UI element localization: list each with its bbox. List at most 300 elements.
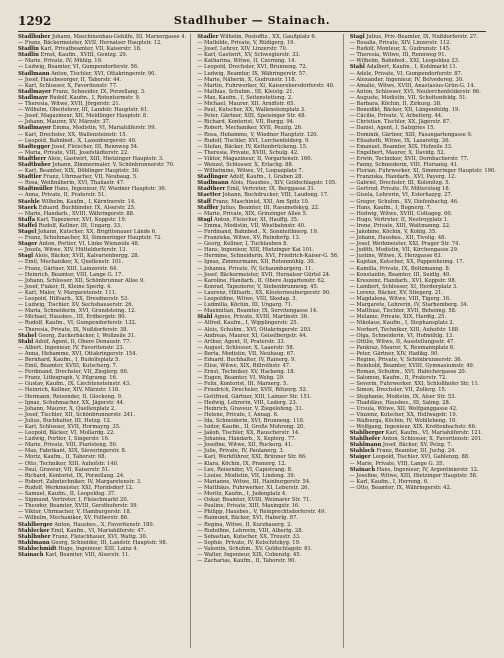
entry-details: — Ernst, Techniker, XV, Hackeng. 18. xyxy=(197,369,296,376)
entry-details: — Theresia, Private, XVIII, Schulg. 42. xyxy=(197,149,299,156)
entry-details: — Stephanie, Modistin, IX, Alser Str. 53. xyxy=(349,393,457,400)
entry-details: — Ferdinand, Bahnbed., X, Sonnleithnerg. 19. xyxy=(197,229,319,235)
entry-surname: Staerk xyxy=(18,204,38,211)
entry-details: — Karl, Schlosser, X, Favoritenstr. 77. xyxy=(18,82,118,89)
entry-details: — Marie, Handarb., XVIII, Währingerstr. 88. xyxy=(18,210,135,217)
entry-details: — Irene, Private, XIII, Wattmanng. 22. xyxy=(349,222,451,229)
entry-details: — Josefine, Witwe, XII, Ruckerg. 41. xyxy=(197,442,293,449)
entry-surname: Stainach xyxy=(18,551,44,558)
entry-surname: Stahl xyxy=(197,314,213,321)
entry-details: — Martin, Fuhrwerker, XI, Kaiserebersdorferstr. 40. xyxy=(197,82,335,89)
entry-details: Franz, Uhrmacher, VII, Neubaug. 5. xyxy=(41,174,138,181)
entry-details: — Konstantin, Beamter, III, Seidlg. 40. xyxy=(349,271,452,278)
entry-details: — Robert, Mechaniker, XVII, Pezzlg. 26. xyxy=(197,125,303,132)
entry-details: — Theresia, Private, IX, Nußdorferstr. 38. xyxy=(18,326,129,333)
entry-details: — Helene, Private, I, Annag. 6. xyxy=(197,411,279,418)
entry-surname: Stagl xyxy=(349,34,365,40)
entry-details: — Peter, Gärtner, XIII, Speisinger Str. 48. xyxy=(197,113,307,120)
entry-details: — Kreszenz, Handarb., XVI, Koppstr. 98. xyxy=(349,277,457,284)
entry-surname: Staffel xyxy=(18,222,38,229)
entry-surname: Stadtherr xyxy=(197,186,226,193)
entry-details: — Lorenz, Bäcker, XV, Stiegerg. 21. xyxy=(349,289,444,296)
entry-surname: Stadtegger xyxy=(18,143,51,150)
entry-details: — Hugo, Vertreter, II, Nestroyplatz 1. xyxy=(349,216,449,223)
entry-details: — Paul, Graveur, VII, Kaiserstr. 51. xyxy=(18,466,110,473)
entry-details: — Christian, Tischler, XX, Jägerstr. 87. xyxy=(349,119,451,126)
entry-details: — Viktor, Magazineur, II, Vorgartenstr. 160. xyxy=(197,155,313,162)
entry-details: — Karl, Maler, V, Margaretenstr. 111. xyxy=(18,289,117,296)
entry-details: — Philipp, Hausbes., V, Reinprechtsdorferstr. 49. xyxy=(197,509,326,516)
entry-surname: Stadlmayer xyxy=(18,125,51,132)
entry-details: — Matthias, Tischler, XVII, Beheimg. 58. xyxy=(349,308,457,315)
entry-details: — Rosa, Hebamme, V, Wiedner Hauptstr. 120. xyxy=(197,131,319,138)
directory-entry xyxy=(18,552,186,558)
entry-details: — Gottfried, Gärtner, XIII, Lainzer Str. 151. xyxy=(197,393,312,400)
entry-details: — Norbert, Techniker, XIII, Auhofstr. 188. xyxy=(349,326,460,333)
entry-details: Johann, Kutscher, XX, Brigittenauer Lände 6. xyxy=(36,229,157,235)
entry-details: — Rosalia, Private, XIV, Linzerstr. 112. xyxy=(349,40,452,47)
entry-details: — Sigmund, Vertreter, I, Fleischmarkt 20. xyxy=(18,497,129,504)
entry-details: — Andreas, Maurer, XI, Geiselbergstr. 44. xyxy=(197,332,308,339)
entry-surname: Stadtmüller xyxy=(18,186,53,193)
entry-details: Anton, Fleischer, XI, Hauffg. 35. xyxy=(212,216,299,223)
entry-details: — Regine, Private, V, Schönbrunnerstr. 36. xyxy=(349,356,463,363)
column-1 xyxy=(18,34,191,648)
entry-details: — Kajetan, Kutscher, XX, Pappenheimg. 17. xyxy=(349,259,465,266)
entry-details: — Josef, Hausbesorger, II, Taborstr. 44. xyxy=(18,76,122,83)
entry-details: — Hermann, Reisender, II, Glockeng. 9. xyxy=(18,393,123,400)
entry-details: — Wolfgang, Ingenieur, XIX, Krottenbachstr. 66. xyxy=(349,424,477,430)
entry-details: — Josef, Bäckermeister, XVII, Hernalser Gürtel 24. xyxy=(197,271,331,278)
entry-details: Leopold, Tischler, XVI, Gablenzg. 88. xyxy=(370,454,470,461)
entry-details: Franz, Maschinist, XXI, Am Spitz 10. xyxy=(210,198,310,205)
entry-details: — Louise, Modistin, VII, Lindeng. 39. xyxy=(197,472,296,479)
entry-details: — Leopoldine, Witwe, VIII, Skodag. 3. xyxy=(197,296,298,303)
entry-surname: Staffler xyxy=(197,204,219,211)
entry-details: — Nikolaus, Kaufm., I, Stephansplatz 2. xyxy=(349,320,455,327)
entry-details: — Anton, Schlosser, XVI, Neulerchenfelderstr. 66. xyxy=(349,88,481,95)
entry-details: Ernst, Kaufm., XVIII, Gentzg. 29. xyxy=(38,52,128,59)
page-header xyxy=(18,14,486,30)
entry-surname: Stahl xyxy=(349,64,365,71)
entry-details: — Walter, Ingenieur, XIX, Cobenzlg. 45. xyxy=(197,551,302,558)
entry-details: — Julie, Private, IV, Paulanerg. 3. xyxy=(197,448,285,455)
entry-details: — Ottilie, Witwe, II, Ausstellungsstr. 47. xyxy=(349,338,456,345)
entry-details: — Marie, Private, VIII, Piaristeng. 50. xyxy=(18,442,118,449)
entry-details: Franz, Fleischhauer, XVI, Wattg. 30. xyxy=(50,533,148,540)
entry-surname: Stahlhofer xyxy=(349,436,381,443)
entry-details: — Wilhelm, Bahnbed., XXI, Leopoldau 23. xyxy=(349,58,460,65)
entry-details: — Klara, Köchin, IX, Pramerg. 12. xyxy=(197,460,287,467)
entry-details: — Rudolfine, Lehrerin, VIII, Albertg. 28. xyxy=(197,527,304,534)
entry-details: — Leopold, Drechsler, XVI, Brunneng. 72. xyxy=(197,64,308,71)
entry-details: — Fanny, Schneiderin, VIII, Florianig. 41. xyxy=(349,161,459,168)
entry-details: Karl, Beamter, VIII, Alserstr. 11. xyxy=(43,551,130,558)
entry-surname: Stahlmann xyxy=(18,539,50,546)
entry-details: — Wenzel, Schlosser, X, Erlachg. 88. xyxy=(197,161,294,168)
entry-details: Karl, Kaufm., VI, Mariahilferstr. 121. xyxy=(384,430,483,437)
entry-details: — Gisela, Lehrerin, VI, Esterhazyg. 27. xyxy=(349,192,453,199)
entry-details: — Amalie, Witwe, XVIII, Anastasius-Grün-G. 14. xyxy=(349,82,476,89)
entry-details: Wilhelm, Postoffiz., XX, Gaußplatz 6. xyxy=(218,34,317,40)
entry-details: — Johann, Maurer, X, Quellenplatz 2. xyxy=(18,405,116,412)
entry-surname: Stadlmayer xyxy=(18,88,51,95)
entry-details: — Max, Fabrikant, XIX, Sieveringerstr. 8. xyxy=(18,448,127,455)
entry-details: — Benedikt, Bäcker, XII, Längenfeldg. 19. xyxy=(349,107,460,114)
entry-details: — Reinhold, Beamter, XVIII, Gymnasiumstr. 49. xyxy=(349,363,475,370)
entry-details: — Walburga, Köchin, IV, Wohllebeng. 10. xyxy=(349,417,457,424)
entry-details: — Gustav, Kaufm., IX, Liechtensteinstr. 43. xyxy=(18,381,131,388)
entry-details: — Regina, Witwe, II, Kurzbauerg. 2. xyxy=(197,521,293,528)
entry-details: — Hans, Kaufm., I, Bognerg. 7. xyxy=(349,204,432,211)
entry-details: Anton, Tischler, XVI, Ottakringerstr. 90. xyxy=(49,70,157,77)
entry-details: — Elise, Witwe, XIX, Billrothstr. 47. xyxy=(197,363,291,370)
entry-details: — Simon, Drechsler, VII, Zollerg. 15. xyxy=(349,387,447,394)
entry-details: — Margarete, Lehrerin, IV, Starhemberg. 34. xyxy=(349,302,469,309)
entry-details: — Johann, Hausbes., XII, Tivolig. 48. xyxy=(349,235,447,242)
entry-details: Anton, Portier, VI, Linke Wienzeile 48. xyxy=(37,241,140,248)
entry-surname: Stadler xyxy=(197,34,219,40)
entry-details: — Judith, Modistin, VII, Kirchengasse 29. xyxy=(349,247,459,254)
entry-details: — Thaddäus, Hausbes., III, Salmg. 28. xyxy=(349,399,451,406)
entry-details: — Rudolf, Werkmeister, XXI, Floridsdorf 12. xyxy=(18,484,134,491)
entry-details: Adalbert, Kaufm., I, Kohlmarkt 11. xyxy=(364,64,458,71)
entry-details: — Mathias, Schuhm., III, Kleistg. 21. xyxy=(197,88,295,95)
entry-details: — Jakob, Tischler, XX, Rauscherstr. 14. xyxy=(197,430,300,437)
entry-details: — Oskar, Beamter, XVIII, Weimarer Str. 71. xyxy=(197,497,311,504)
entry-details: — Eugen, Beamter, VI, Webg. 29. xyxy=(197,375,285,382)
entry-details: Josef, Bäcker, XV, Pelzg. 7. xyxy=(381,442,453,449)
entry-details: — Josef, Werkmeister, XXI, Prager Str. 74. xyxy=(349,241,461,248)
entry-details: Hans, Ingenieur, IV, Wiedner Hauptstr. 36. xyxy=(52,186,167,193)
entry-details: Rudolf, Kaufm., I, Rotenturmstr. 9. xyxy=(47,94,141,101)
entry-details: — Wilhelmine, Witwe, VI, Loquaiplatz 7. xyxy=(197,168,304,175)
entry-details: Franz, Schneider, IX, Porzellang. 3. xyxy=(51,88,146,95)
entry-details: — Roman, Schuhm., XVI, Habichergasse 20. xyxy=(349,369,467,376)
entry-details: — Barbara, Köchin, II, Zirkusg. 38. xyxy=(349,101,442,108)
entry-details: — Josefa, Witwe, XIV, Hütteldorferstr. 13. xyxy=(18,247,128,254)
entry-details: Agnes, Private, XVIII, Martinstr. 36. xyxy=(212,314,309,321)
entry-details: — Salomon, Kaufm., II, Praterstr. 72. xyxy=(349,375,447,382)
entry-details: — Dominik, Gärtner, XIII, Fasangartengasse 9. xyxy=(349,131,473,138)
entry-details: — Severin, Fuhrwerker, XXI, Schloßhofer Str. 11. xyxy=(349,381,480,388)
entry-details: Emma, Modistin, VI, Mariahilferstr. 99. xyxy=(51,125,157,132)
entry-details: — Ludwig, Beamter, IX, Währingerstr. 57. xyxy=(197,70,308,77)
entry-details: — Hedwig, Lehrerin, VIII, Lederg. 23. xyxy=(197,399,298,406)
entry-details: — Marie, Private, IV, Mühlg. 19. xyxy=(18,58,103,65)
entry-details: — Michael, Maurer, XII, Arndtstr. 65. xyxy=(197,101,296,108)
entry-details: Karl, Privatbeamter, VII, Kaiserstr. 18. xyxy=(38,46,142,53)
entry-surname: Stadlmann xyxy=(18,70,50,77)
entry-details: — Gabriel, Drechsler, III, Kolonitzg. 5. xyxy=(349,180,451,187)
entry-details: Georg, Zuckerbäcker, I, Wollzeile 31. xyxy=(36,332,136,339)
entry-details: — Florian, Fuhrwerker, XI, Simmeringer Hauptstr. 190. xyxy=(349,168,496,175)
entry-details: — Maximilian, Beamter, IX, Servitengasse 14. xyxy=(197,308,318,315)
entry-details: Alois, Gastwirt, XIII, Hietzinger Hauptstr. 3. xyxy=(46,155,164,162)
entry-details: — Karl, Schlosser, XVII, Hormayrg. 35. xyxy=(18,424,121,430)
entry-details: Julius, Priv.-Beamter, IX, Nußdorferstr. 27. xyxy=(364,34,478,40)
entry-surname: Staiger xyxy=(349,454,371,461)
entry-details: — Engelbert, Maurer, X, Davidg. 52. xyxy=(349,149,446,156)
entry-details: — Kamilla, Private, IX, Boltzmanng. 8. xyxy=(349,265,451,272)
entry-details: — Moriz, Kaufm., II, Taborstr. 68. xyxy=(18,454,107,461)
entry-details: — Wilhelm, Oberlehrer, III, Landstr. Hauptstr. 61. xyxy=(18,107,149,114)
columns xyxy=(18,34,496,648)
entry-surname: Stadlin xyxy=(18,46,39,53)
entry-details: Georg, Schneider, III, Landstr. Hauptstr. 98. xyxy=(49,539,168,546)
entry-details: — Melanie, Private, XIX, Hardtg. 25. xyxy=(349,314,447,321)
entry-details: — Marie, Private, XIX, Grinzinger Allee 5. xyxy=(197,210,308,217)
entry-details: Johann, Buchdrucker, VIII, Laudong. 17. xyxy=(220,192,329,199)
entry-details: Emil, Vertreter, IX, Berggasse 31. xyxy=(225,186,316,193)
entry-details: — Mathilde, Private, V, Rüdigerg. 19. xyxy=(197,40,296,47)
entry-details: — Laurenz, Hilfsarb., XX, Klosterneuburgerstr. 90. xyxy=(197,289,331,296)
entry-details: — Hermine, Schneiderin, XVI, Friedrich-Kaiser-G. 56. xyxy=(197,253,339,260)
entry-details: — Raimund, Bäcker, XVI, Haberlg. 87. xyxy=(197,515,299,522)
entry-surname: Stahlberger xyxy=(18,521,53,528)
entry-details: — Marie, Private, VIII, Lange G. 35. xyxy=(349,460,445,467)
entry-details: — Emma, Modistin, VII, Westbahnstr. 40. xyxy=(197,222,306,229)
entry-details: Alois, Hausbes., XIV, Goldschlagstr. 105. xyxy=(228,180,337,187)
entry-details: — Theresia, Witwe, XVII, Jörgerstr. 21. xyxy=(18,101,121,108)
entry-details: — Rudolf, Kaufm., VI, Gumpendorferstr. 132. xyxy=(18,320,137,327)
entry-surname: Staffa xyxy=(18,216,36,223)
entry-details: — Marianne, Witwe, III, Hainburgerstr. 54. xyxy=(197,478,311,485)
entry-details: Adolf, Agent, II, Obere Donaustr. 77. xyxy=(33,338,132,345)
entry-surname: Stadtherr xyxy=(18,155,47,162)
entry-details: — Matthäus, Fuhrwerker, XI, Leberstr. 26. xyxy=(197,484,310,491)
entry-details: — Josef, Tischler, XII, Schönbrunnerstr. 241. xyxy=(18,411,135,418)
entry-details: — Paul, Kutscher, XX, Wallensteinplatz 3. xyxy=(197,107,306,114)
entry-details: — Ursula, Witwe, XII, Wolfganggasse 42. xyxy=(349,405,458,412)
entry-surname: Stahlecker xyxy=(18,527,50,534)
entry-details: — Ignaz, Schuhmacher, XX, Jägerstr. 44. xyxy=(18,399,125,406)
entry-details: — Katharina, Witwe, II, Czerning. 14. xyxy=(197,58,297,65)
entry-details: — Georg, Kellner, I, Tuchlauben 8. xyxy=(197,241,289,248)
entry-details: — Leopold, Hilfsarb., XX, Dresdnerstr. 53. xyxy=(18,296,129,303)
entry-surname: Stahlmann xyxy=(349,442,382,449)
entry-details: Johann, Zimmermaler, V, Schönbrunnerstr. 70. xyxy=(50,161,175,168)
entry-details: — Johanna, Handarb., X, Keplerg. 77. xyxy=(197,436,297,443)
entry-surname: Stager xyxy=(18,241,38,248)
entry-details: — Rosa, Weißnäherin, XVI, Thaliastr. 47. xyxy=(18,180,125,187)
entry-details: — Vinzenz, Kutscher, XX, Hellwagstr. 19. xyxy=(349,411,458,418)
entry-surname: Stainach xyxy=(349,466,376,473)
entry-details: — Viktor, Uhrmacher, V, Hamburgerstr. 18. xyxy=(18,509,132,516)
entry-details: — Alfred, Kaufm., I, Wipplingerstr. 25. xyxy=(197,320,299,327)
entry-details: — Sophie, Private, IV, Kolschitzkyg. 19. xyxy=(197,539,301,546)
entry-details: — Justine, Witwe, X, Herzgasse 63. xyxy=(349,253,443,260)
entry-details: — Ludwig, Tischler, XV, Sechshauserstr. 26. xyxy=(18,302,134,309)
entry-details: — Karoline, Handarb., II, Obere Augartenstr. 62. xyxy=(197,277,326,284)
entry-details: — Richard, Kontorist, IX, Porzellang. 24. xyxy=(18,472,125,479)
entry-surname: Stadlmann xyxy=(197,180,229,187)
entry-details: — Eduard, Buchhalter, IV, Rainerg. 9. xyxy=(197,356,296,363)
column-2 xyxy=(197,34,343,648)
entry-details: — Rudolf, Tischler, XVI, Lerchenfelderg. 9. xyxy=(197,137,310,144)
entry-details: — Ferdinand, Drechsler, VII, Zieglerg. 60. xyxy=(18,369,129,376)
entry-details: — Maria, Schneiderin, XVI, Grundsteing. 12. xyxy=(18,308,136,315)
header-rule xyxy=(18,31,486,32)
entry-details: — Arthur, Agent, II, Praterstr. 33. xyxy=(197,338,286,345)
entry-details: — Cäcilie, Private, V, Arbeiterg. 44. xyxy=(349,113,443,120)
entry-details: — Daniel, Agent, I, Salzgries 15. xyxy=(349,125,436,132)
entry-details: — Ignaz, Zimmermann, XII, Rotenmühlg. 30. xyxy=(197,259,316,266)
entry-surname: Stahlhuber xyxy=(18,533,51,540)
entry-details: — August, Schlosser, X, Laaerstr. 58. xyxy=(197,344,295,351)
entry-details: Rudolf, Kellner, III, Ungarg. 33. xyxy=(37,222,122,229)
entry-details: — Heinrich, Kellner, XIV, Märzstr. 118. xyxy=(18,387,120,394)
entry-details: — Heinrich, Graveur, V, Ziegelofeng. 31. xyxy=(197,405,304,412)
entry-surname: Staff xyxy=(197,198,211,205)
entry-surname: Stagl xyxy=(18,253,34,260)
entry-details: — Leopold, Bahnbed., X, Laxenburgerstr. 40. xyxy=(18,137,137,144)
entry-details: — Gregor, Schuhm., XV, Diefenbachg. 46. xyxy=(349,198,459,205)
entry-details: Eduard, Buchbinder, IX, Alserstr. 25. xyxy=(37,204,136,211)
entry-details: — Magdalena, Witwe, VIII, Tigerg. 16. xyxy=(349,296,451,303)
entry-details: — Ludwig, Beamter, VI, Gumpendorferstr. 56. xyxy=(18,64,139,71)
directory-entry xyxy=(197,558,338,564)
entry-surname: Stadlin xyxy=(18,52,39,59)
entry-surname: Stahlberger xyxy=(349,430,385,437)
entry-details: — Stefan, Bäcker, IV, Kettenbrückeng. 15. xyxy=(197,143,308,150)
entry-surname: Stahl xyxy=(18,338,34,345)
entry-details: — Hedwig, Witwe, XVIII, Cottageg. 60. xyxy=(349,210,453,217)
entry-details: — Franziska, Witwe, XV, Reindorfg. 13. xyxy=(197,235,301,242)
entry-details: — Leo, Reisender, VI, Capistrang. 8. xyxy=(197,466,293,473)
entry-details: — Franz, Lithograph, V, Pilgramg. 16. xyxy=(18,375,118,382)
entry-details: — Berta, Modistin, VII, Neubaug. 67. xyxy=(197,350,296,357)
entry-surname: Stadtler xyxy=(18,174,42,181)
entry-details: — Emil, Mechaniker, X, Quellenstr. 101. xyxy=(18,259,124,266)
entry-details: Anton, Hausbes., X, Favoritenstr. 180. xyxy=(52,521,155,528)
entry-details: — Maria, Private, VIII, Josefstädterstr. 22. xyxy=(18,149,129,156)
entry-details: — Karl, Kaufm., I, Herreng. 6. xyxy=(349,478,429,485)
column-3 xyxy=(350,34,500,648)
entry-details: — Alois, Schuhm., XVI, Ottakringerstr. 203. xyxy=(197,326,312,333)
entry-details: — Karl, Drechsler, XX, Wallensteinstr. 15. xyxy=(18,131,128,138)
entry-details: — Olga, Schneiderin, VI, Hofmühlg. 13. xyxy=(349,332,454,339)
entry-details: — Wilhelm, Mechaniker, XV, Felberstr. 86. xyxy=(18,515,129,522)
entry-details: — Samuel, Kaufm., II, Leopoldsg. 37. xyxy=(18,491,116,498)
entry-details: — Auguste, Modistin, VII, Schottenfeldg. 51. xyxy=(349,94,468,101)
entry-details: — Sebastian, Kutscher, XX, Treustr. 33. xyxy=(197,533,301,540)
entry-details: — Leopold, Bäcker, VI, Mollardg. 22. xyxy=(18,430,116,437)
entry-surname: Stadlhuber xyxy=(18,34,51,40)
entry-details: Hugo, Ingenieur, XIII, Lainz 4. xyxy=(56,545,139,552)
entry-details: Emil, Kaufm., VI, Mariahilferstr. 47. xyxy=(49,527,146,534)
entry-details: — Pankraz, Maurer, X, Reumannplatz 6. xyxy=(349,344,455,351)
entry-details: — Max, Kaufm., I, Seitenstetteng. 2. xyxy=(197,94,293,101)
running-head: Stadlhuber — Stainach. xyxy=(173,14,331,27)
entry-details: Alois, Bäcker, XVII, Kalvarienbergg. 28. xyxy=(33,253,140,260)
entry-details: — Ida, Schneiderin, XVI, Brunneng. 110. xyxy=(197,417,305,424)
entry-details: — Isidor, Kaufm., II, Große Mohreng. 20. xyxy=(197,424,306,430)
entry-details: — Robert, Zahntechniker, IV, Margaretenstr. 3. xyxy=(18,478,142,485)
page-number: 1292 xyxy=(18,14,52,28)
entry-details: Hans, Ingenieur, IV, Argentinierstr. 12. xyxy=(375,466,479,473)
entry-surname: Stahel xyxy=(18,332,37,339)
entry-details: — Karl, Gastwirt, XV, Schweglerstr. 33. xyxy=(197,52,301,59)
entry-details: — Elisabeth, Witwe, IX, Lazarettg. 26. xyxy=(349,137,451,144)
entry-details: — Alexander, Ingenieur, IV, Belvedereg. 30. xyxy=(349,76,464,83)
entry-details: — Konrad, Tapezierer, V, Siebenbrunneng. 45. xyxy=(197,283,319,290)
entry-details: — Johanna, Private, IV, Schaumburgerg. 11. xyxy=(197,265,314,272)
entry-details: — Gertrud, Private, IV, Mittersteig 18. xyxy=(349,186,451,193)
entry-details: Johann, Maschinenbau-Gehilfe, III, Marxergasse 4. xyxy=(50,34,187,40)
entry-details: — Josef, Magazineur, XII, Meidlinger Hauptstr. 8. xyxy=(18,113,148,120)
entry-surname: Stadthuber xyxy=(18,161,51,168)
entry-details: — Emil, Beamter, XVIII, Kutscherg. 7. xyxy=(18,363,118,370)
entry-details: — Friedrich, Drechsler, XVII, Rötzerg. 52. xyxy=(197,387,308,394)
entry-details: — Ludmilla, Köchin, III, Ungarg. 71. xyxy=(197,302,293,309)
entry-details: — Adele, Private, VI, Gumpendorferstr. 87. xyxy=(349,70,463,77)
entry-surname: Stagl xyxy=(197,216,213,223)
entry-details: — Peter, Gärtner, XIV, Hadikg. 90. xyxy=(349,350,440,357)
directory-entry xyxy=(350,485,496,491)
entry-details: — Bernhard, Kaufm., I, Rudolfsplatz 5. xyxy=(18,356,120,363)
entry-details: — Rudolf, Monteur, X, Gudrunstr. 145. xyxy=(349,46,451,53)
entry-details: — Josef, Lehrer, XIV, Linzerstr. 70. xyxy=(197,46,288,53)
entry-details: — Franziska, Handarb., XVI, Payerg. 12. xyxy=(349,174,457,181)
entry-details: — Franz, Bäckermeister, XVII, Hernalser Hauptstr. 12. xyxy=(18,40,162,47)
entry-surname: Stadlmayr xyxy=(18,94,48,101)
entry-details: — Zacharias, Kaufm., II, Taborstr. 90. xyxy=(197,558,297,565)
entry-details: — Lambert, Schlosser, XI, Herderplatz 3. xyxy=(349,283,458,290)
entry-details: — Emanuel, Beamter, XIX, Hofzeile 33. xyxy=(349,143,453,150)
entry-details: — Josef, Fiaker, II, Kleine Sperlg. 4. xyxy=(18,283,112,290)
entry-details: — Heinrich, Beamter, VIII, Lange G. 17. xyxy=(18,271,123,278)
entry-surname: Stahlsch xyxy=(349,448,375,455)
entry-details: — Erwin, Techniker, XVII, Dornbacherstr. 77. xyxy=(349,155,469,162)
entry-details: — Valentin, Schuhm., XV, Goldschlagstr. 61. xyxy=(197,545,313,552)
entry-details: — Theresia, Witwe, III, Rennweg 91. xyxy=(349,52,447,59)
entry-details: — Albert, Ingenieur, IV, Favoritenstr. 23. xyxy=(18,344,125,351)
entry-details: — Moritz, Kaufm., I, Judenplatz 4. xyxy=(197,491,287,498)
entry-details: — Ludwig, Portier, I, Singerstr. 16. xyxy=(18,436,110,443)
entry-details: — Hans, Ingenieur, XIII, Hietzinger Kai 101. xyxy=(197,247,314,254)
entry-details: — Michael, Hausbes., III, Erdbergstr. 80. xyxy=(18,314,127,321)
entry-details: Adolf, Kaufm., I, Graben 28. xyxy=(227,174,304,181)
entry-details: — Franz, Gärtner, XIII, Lainzerstr. 64. xyxy=(18,265,118,272)
entry-details: Anton, Schlosser, X, Favoritenstr. 201. xyxy=(380,436,483,443)
entry-details: — Otto, Beamter, IX, Währingerstr. 42. xyxy=(349,484,452,491)
entry-details: — Marie, Näherin, X, Gudrunstr. 118. xyxy=(197,76,297,83)
entry-surname: Stagel xyxy=(18,229,37,235)
entry-details: — Julius, Buchhalter, III, Hetzg. 12. xyxy=(18,417,112,424)
entry-surname: Stahlschmidt xyxy=(18,545,57,552)
entry-details: — Jakobine, Köchin, V, Kohlg. 35. xyxy=(349,229,437,235)
entry-details: — Richard, Kontorist, VII, Burgg. 94. xyxy=(197,119,295,126)
entry-details: Wilhelm, Kaufm., I, Kärntnerstr. 14. xyxy=(39,198,136,205)
entry-details: Julius, Beamter, III, Rasumofskyg. 22. xyxy=(218,204,320,211)
entry-details: — Otto, Techniker, XIII, Auhofstr. 140. xyxy=(18,460,119,467)
entry-details: Josef, Fleischer, III, Rennweg 54. xyxy=(50,143,139,150)
entry-details: — Pauline, Private, XIII, Maxingstr. 16. xyxy=(197,503,300,510)
entry-details: — Franz, Schuhmacher, XI, Simmeringer Hauptstr. 72. xyxy=(18,235,163,242)
entry-surname: Staehle xyxy=(18,198,40,205)
entry-details: — Johann, Schlosser, XII, Schönbrunner Allee 9. xyxy=(18,277,145,284)
entry-details: Franz, Beamter, III, Juchg. 24. xyxy=(374,448,457,455)
entry-details: — Anna, Hebamme, XVI, Ottakringerstr. 154. xyxy=(18,350,138,357)
entry-details: — Theodor, Beamter, XVIII, Gersthoferstr. 59. xyxy=(18,503,139,510)
entry-details: Karl, Tapezierer, XVI, Koppstr. 19. xyxy=(35,216,127,223)
entry-details: — Felix, Kontorist, III, Marxerg. 5. xyxy=(197,381,288,388)
entry-details: — Anna, Private, II, Praterstr. 51. xyxy=(18,192,107,199)
entry-details: — Josefine, Witwe, XIII, Hietzinger Hauptstr. 58. xyxy=(349,472,478,479)
entry-surname: Stadlinger xyxy=(197,174,228,181)
entry-surname: Staetter xyxy=(197,192,221,199)
